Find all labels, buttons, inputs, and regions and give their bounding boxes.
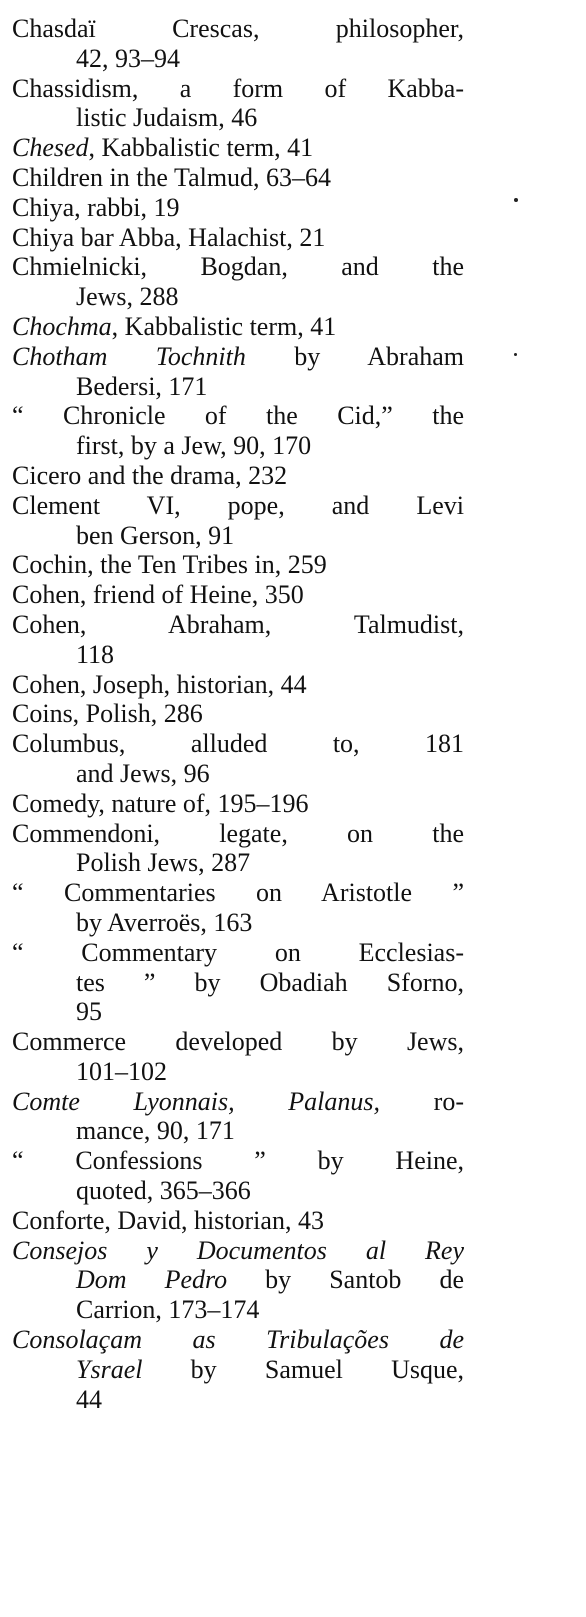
entry-text: Cohen, friend of Heine, 350: [12, 580, 304, 610]
index-entry: [12, 938, 464, 1027]
entry-text: Coins, Polish, 286: [12, 699, 203, 729]
index-entry: [12, 789, 464, 819]
entry-text: Children in the Talmud, 63–64: [12, 162, 332, 192]
entry-text: Jews, 288: [76, 282, 179, 312]
entry-text: “ Chronicle of the Cid,” the: [12, 401, 464, 431]
index-entry: [12, 193, 464, 223]
index-entry-continuation-line: [12, 44, 464, 74]
index-entry-heading-line: [12, 938, 464, 968]
entry-text: Chassidism, a form of Kabba-: [12, 73, 464, 103]
index-entry: [12, 312, 464, 342]
index-entry-continuation-line: [12, 1295, 464, 1325]
entry-text: Clement VI, pope, and Levi: [12, 490, 464, 520]
entry-text: Cicero and the drama, 232: [12, 460, 288, 490]
index-entry: [12, 461, 464, 491]
index-entry: [12, 580, 464, 610]
entry-text: Bedersi, 171: [76, 371, 208, 401]
index-entry: [12, 550, 464, 580]
index-entry: [12, 729, 464, 789]
index-entry-continuation-line: [12, 372, 464, 402]
index-entry-heading-line: [12, 1027, 464, 1057]
entry-text: , Kabbalistic term, 41: [111, 311, 337, 341]
index-entry: [12, 1236, 464, 1325]
entry-text: Cochin, the Ten Tribes in, 259: [12, 550, 327, 580]
entry-text: Comedy, nature of, 195–196: [12, 788, 309, 818]
page-speck: [514, 198, 518, 202]
entry-text: by Abraham: [245, 341, 464, 371]
index-entry: [12, 699, 464, 729]
index-entry-heading-line: [12, 580, 464, 610]
entry-text: 101–102: [76, 1056, 167, 1086]
index-entry-heading-line: [12, 610, 464, 640]
index-entry: [12, 401, 464, 461]
index-entry-heading-line: [12, 133, 464, 163]
entry-text: ben Gerson, 91: [76, 520, 235, 550]
index-entry-heading-line: [12, 252, 464, 282]
italic-title-text: Chesed: [12, 133, 89, 163]
index-entry-list: [12, 14, 464, 1414]
italic-title-text: Comte Lyonnais, Palanus,: [12, 1086, 380, 1116]
index-entry-heading-line: [12, 789, 464, 819]
entry-text: Carrion, 173–174: [76, 1295, 260, 1325]
entry-text: Commerce developed by Jews,: [12, 1027, 464, 1057]
index-entry: [12, 133, 464, 163]
index-entry-continuation-line: [12, 1385, 464, 1415]
index-entry-heading-line: [12, 461, 464, 491]
entry-text: by Samuel Usque,: [142, 1354, 464, 1384]
index-entry-continuation-line: [12, 908, 464, 938]
index-entry-heading-line: [12, 1146, 464, 1176]
index-entry-heading-line: [12, 819, 464, 849]
italic-title-text: Chochma: [12, 311, 112, 341]
entry-text: ro-: [380, 1086, 464, 1116]
entry-text: and Jews, 96: [76, 758, 210, 788]
index-entry-heading-line: [12, 699, 464, 729]
index-entry: [12, 610, 464, 670]
italic-title-text: Dom Pedro: [76, 1265, 228, 1295]
italic-title-text: Consejos y Documentos al Rey: [12, 1235, 464, 1265]
entry-text: mance, 90, 171: [76, 1116, 235, 1146]
entry-text: “ Confessions ” by Heine,: [12, 1146, 464, 1176]
index-entry: [12, 74, 464, 134]
index-entry-heading-line: [12, 342, 464, 372]
index-entry-heading-line: [12, 14, 464, 44]
index-page: [12, 14, 464, 1414]
index-entry: [12, 491, 464, 551]
index-entry-heading-line: [12, 1236, 464, 1266]
index-entry-heading-line: [12, 401, 464, 431]
entry-text: 118: [76, 639, 115, 669]
index-entry: [12, 878, 464, 938]
index-entry: [12, 14, 464, 74]
index-entry-heading-line: [12, 491, 464, 521]
index-entry-heading-line: [12, 878, 464, 908]
entry-text: Cohen, Abraham, Talmudist,: [12, 609, 464, 639]
index-entry: [12, 1146, 464, 1206]
entry-text: Conforte, David, historian, 43: [12, 1205, 324, 1235]
index-entry: [12, 163, 464, 193]
entry-text: Commendoni, legate, on the: [12, 818, 464, 848]
entry-text: Columbus, alluded to, 181: [12, 729, 464, 759]
entry-text: , Kabbalistic term, 41: [88, 133, 314, 163]
entry-text: by Averroës, 163: [76, 907, 253, 937]
index-entry: [12, 670, 464, 700]
index-entry-continuation-line: [12, 1265, 464, 1295]
index-entry-heading-line: [12, 670, 464, 700]
entry-text: Polish Jews, 287: [76, 848, 251, 878]
index-entry: [12, 1087, 464, 1147]
entry-text: Chasdaï Crescas, philosopher,: [12, 14, 464, 43]
entry-text: tes ” by Obadiah Sforno,: [76, 967, 464, 997]
entry-text: 42, 93–94: [76, 43, 180, 73]
page-speck: [514, 353, 517, 356]
italic-title-text: Chotham Tochnith: [12, 341, 246, 371]
italic-title-text: Ysrael: [76, 1354, 143, 1384]
index-entry-continuation-line: [12, 1176, 464, 1206]
index-entry-continuation-line: [12, 1057, 464, 1087]
entry-text: Chiya bar Abba, Halachist, 21: [12, 222, 326, 252]
index-entry-continuation-line: [12, 1116, 464, 1146]
index-entry-continuation-line: [12, 1355, 464, 1385]
index-entry-continuation-line: [12, 759, 464, 789]
entry-text: quoted, 365–366: [76, 1176, 251, 1206]
index-entry-heading-line: [12, 74, 464, 104]
index-entry-continuation-line: [12, 282, 464, 312]
entry-text: Cohen, Joseph, historian, 44: [12, 669, 307, 699]
entry-text: 44: [76, 1384, 102, 1414]
index-entry-heading-line: [12, 729, 464, 759]
entry-text: first, by a Jew, 90, 170: [76, 431, 312, 461]
index-entry-continuation-line: [12, 103, 464, 133]
index-entry-heading-line: [12, 223, 464, 253]
index-entry: [12, 819, 464, 879]
entry-text: Chmielnicki, Bogdan, and the: [12, 252, 464, 282]
index-entry-continuation-line: [12, 848, 464, 878]
index-entry: [12, 342, 464, 402]
index-entry-heading-line: [12, 163, 464, 193]
index-entry-continuation-line: [12, 968, 464, 998]
entry-text: listic Judaism, 46: [76, 103, 258, 133]
index-entry-continuation-line: [12, 640, 464, 670]
index-entry-heading-line: [12, 1206, 464, 1236]
index-entry: [12, 252, 464, 312]
entry-text: 95: [76, 997, 102, 1027]
index-entry-heading-line: [12, 1325, 464, 1355]
entry-text: “ Commentary on Ecclesias-: [12, 937, 464, 967]
italic-title-text: Consolaçam as Tribulações de: [12, 1325, 464, 1355]
index-entry-heading-line: [12, 550, 464, 580]
entry-text: “ Commentaries on Aristotle ”: [12, 878, 464, 908]
entry-text: Chiya, rabbi, 19: [12, 192, 180, 222]
index-entry: [12, 1325, 464, 1414]
index-entry-continuation-line: [12, 997, 464, 1027]
index-entry-heading-line: [12, 312, 464, 342]
index-entry: [12, 223, 464, 253]
index-entry: [12, 1206, 464, 1236]
index-entry-heading-line: [12, 193, 464, 223]
index-entry: [12, 1027, 464, 1087]
entry-text: by Santob de: [227, 1265, 464, 1295]
index-entry-continuation-line: [12, 521, 464, 551]
index-entry-heading-line: [12, 1087, 464, 1117]
index-entry-continuation-line: [12, 431, 464, 461]
